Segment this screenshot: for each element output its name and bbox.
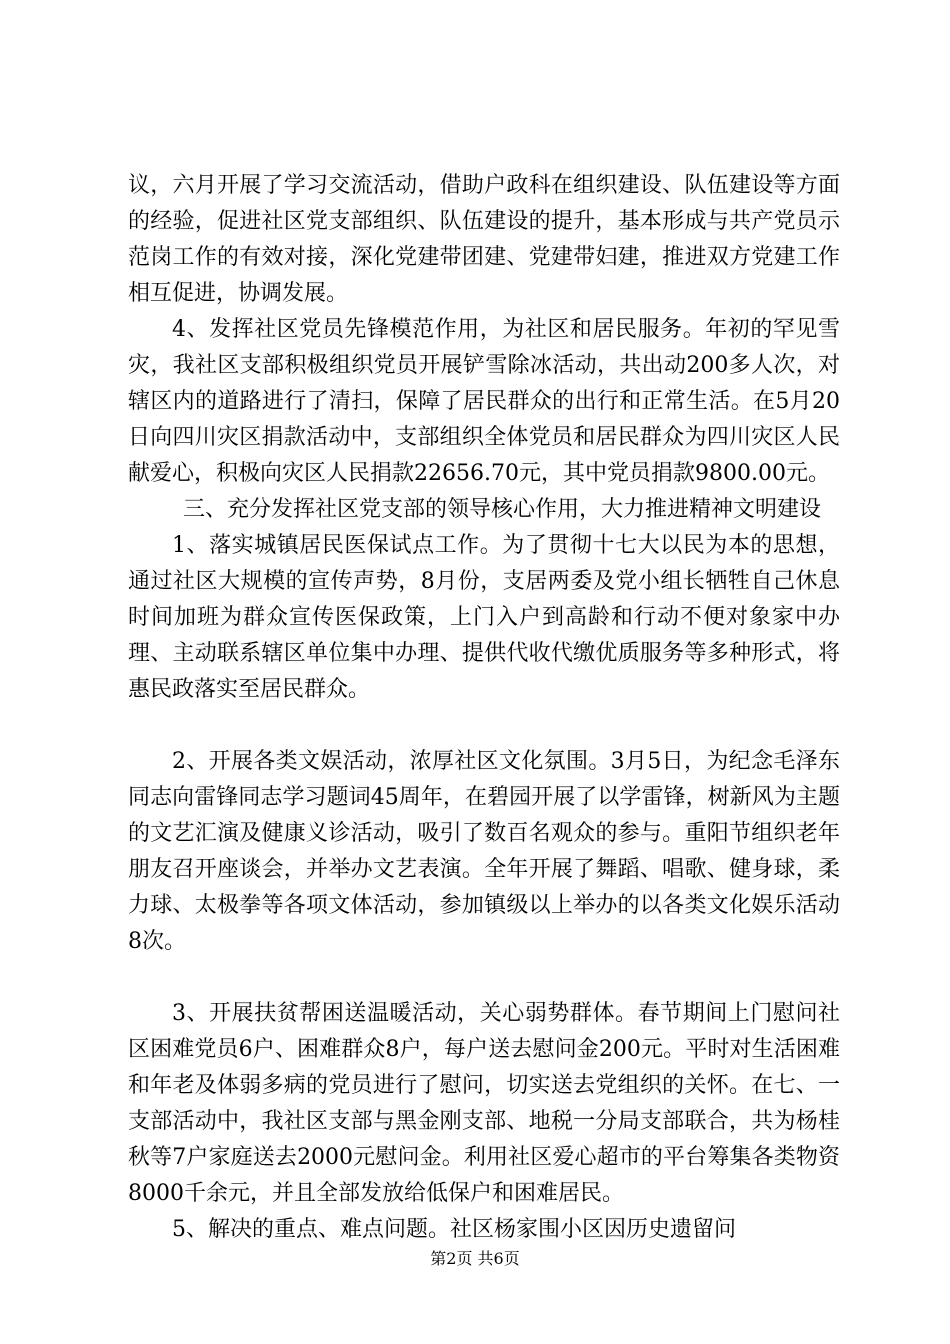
section-heading-three: 三、充分发挥社区党支部的领导核心作用，大力推进精神文明建设: [183, 497, 822, 522]
paragraph-spacer: [128, 708, 840, 744]
page-footer: 第2页 共6页: [430, 1249, 520, 1268]
paragraph-spacer: [128, 960, 840, 996]
paragraph-key-issues: 5、解决的重点、难点问题。社区杨家围小区因历史遗留问: [172, 1217, 736, 1242]
paragraph-medical-insurance: 1、落实城镇居民医保试点工作。为了贯彻十七大以民为本的思想，通过社区大规模的宣传声势，8月份，支居两委及党小组长牺牲自己休息时间加班为群众宣传医保政策，上门入户到高龄和行动不便对象家中办理、主动联系辖区单位集中办理、提供代收代缴优质服务等多种形式，将惠民政落实至居民群众。: [128, 533, 840, 702]
paragraph-continued: 议，六月开展了学习交流活动，借助户政科在组织建设、队伍建设等方面的经验，促进社区党支部组织、队伍建设的提升，基本形成与共产党员示范岗工作的有效对接，深化党建带团建、党建带妇建，推进双方党建工作相互促进，协调发展。: [128, 173, 840, 306]
paragraph-party-members-service: 4、发挥社区党员先锋模范作用，为社区和居民服务。年初的罕见雪灾，我社区支部积极组织党员开展铲雪除冰活动，共出动200多人次，对辖区内的道路进行了清扫，保障了居民群众的出行和正常生活。在5月20日向四川灾区捐款活动中，支部组织全体党员和居民群众为四川灾区人民献爱心，积极向灾区人民捐款22656.70元，其中党员捐款9800.00元。: [128, 317, 840, 486]
paragraph-cultural-activities: 2、开展各类文娱活动，浓厚社区文化氛围。3月5日，为纪念毛泽东同志向雷锋同志学习题词45周年，在碧园开展了以学雷锋，树新风为主题的文艺汇演及健康义诊活动，吸引了数百名观众的参与。重阳节组织老年朋友召开座谈会，并举办文艺表演。全年开展了舞蹈、唱歌、健身球，柔力球、太极拳等各项文体活动，参加镇级以上举办的以各类文化娱乐活动8次。: [128, 749, 840, 954]
document-body: [128, 168, 840, 1248]
paragraph-poverty-relief: 3、开展扶贫帮困送温暖活动，关心弱势群体。春节期间上门慰问社区困难党员6户、困难群众8户，每户送去慰问金200元。平时对生活困难和年老及体弱多病的党员进行了慰问，切实送去党组织的关怀。在七、一支部活动中，我社区支部与黑金刚支部、地税一分局支部联合，共为杨桂秋等7户家庭送去2000元慰问金。利用社区爱心超市的平台筹集各类物资8000千余元，并且全部发放给低保户和困难居民。: [128, 1001, 840, 1206]
